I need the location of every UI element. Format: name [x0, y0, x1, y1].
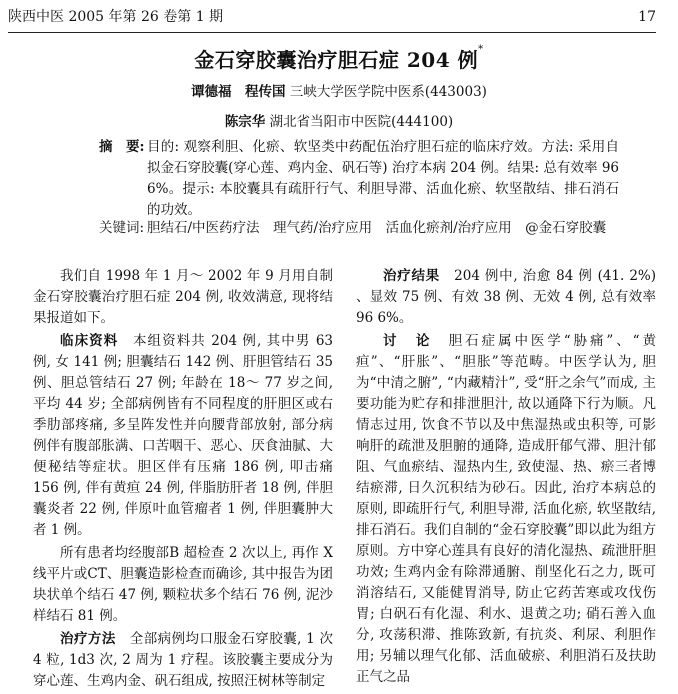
paragraph-text: 胆石症属中医学“胁痛”、“黄疸”、“肝胀”、“胆胀”等范畴。中医学认为, 胆为“中清之腑”, “内藏精汁”, 受“肝之余气”而成, 主要功能为贮存和排泄胆汁, 故以通降下行为顺。凡情志过用, 饮食不节以及中焦湿热或虫积等, 可影响肝的疏泄及胆腑的通降, 造成肝郁气滞、胆汁郁阻、气血瘀结、湿热内生, 致使湿、热、瘀三者博结瘀滞, 日久沉积结为砂石。因此, 治疗本病总的原则, 即疏肝行气, 利胆导滞, 活血化瘀, 软坚散结, 排石消石。我们自制的“金石穿胶囊”即以此为组方原则。方中穿心莲具有良好的清化湿热、疏泄肝胆功效; 生鸡内金有除滞通腑、削坚化石之力, 既可消溶结石, 又能健胃消导, 防止它药苦寒或攻伐伤胃; 白矾石有化湿、利水、退黄之功; 硝石善入血分, 攻荡积滞、推陈致新, 有抗炎、利尿、利胆作用; 另辅以理气化郁、活血破瘀、利胆消石及扶助正气之品: [356, 333, 657, 685]
author-names-2: 陈宗华: [224, 114, 266, 130]
paragraph-text: 全部病例均口服金石穿胶囊, 1 次 4 粒, 1d3 次, 2 周为 1 疗程。该胶囊主要成分为穿心莲、生鸡内金、矾石组成, 按照汪树林等制定: [33, 631, 333, 689]
author-affiliation-1: 三峡大学医学院中医系(443003): [289, 84, 487, 100]
running-header: [8, 6, 656, 33]
journal-issue: 陕西中医 2005 年第 26 卷第 1 期: [8, 9, 224, 25]
discussion-paragraph: [356, 331, 656, 688]
section-heading: 临床资料: [60, 333, 119, 349]
abstract-label: 摘 要:: [99, 139, 145, 155]
right-column: [356, 266, 656, 690]
keywords-text: 胆结石/中医药疗法 理气药/治疗应用 活血化瘀剂/治疗应用 @金石穿胶囊: [147, 220, 607, 236]
paragraph-text: 本组资料共 204 例, 其中男 63 例, 女 141 例; 胆囊结石 142 例、肝胆管结石 35 例、胆总管结石 27 例; 年龄在 18～ 77 岁之间, 平均 44 岁; 全部病例皆有不同程度的肝胆区或右季肋部疼痛, 多呈阵发性并向腰背部放射, 部分病例伴有腹部胀满、口苦咽干、恶心、厌食油腻、大便秘结等症状。胆区伴有压痛 186 例, 叩击痛 156 例, 伴有黄疸 24 例, 伴脂肪肝者 18 例, 伴胆囊炎者 22 例, 伴原叶血管瘤者 1 例, 伴胆囊肿大者 1 例。: [33, 333, 334, 538]
keywords-label: 关键词:: [99, 220, 145, 236]
author-line-2: [0, 110, 678, 130]
author-affiliation-2: 湖北省当阳市中医院(444100): [269, 114, 454, 130]
abstract-text: 目的: 观察利胆、化瘀、软坚类中药配伍治疗胆石症的临床疗效。方法: 采用自拟金石穿胶囊(穿心莲、鸡内金、矾石等) 治疗本病 204 例。结果: 总有效率 96 6%。提示: 本胶囊具有疏肝行气、利胆导滞、活血化瘀、软坚散结、排石消石的功效。: [147, 139, 619, 218]
left-column: [33, 266, 333, 694]
intro-paragraph: 我们自 1998 年 1 月～ 2002 年 9 月用自制金石穿胶囊治疗胆石症 204 例, 收效满意, 现将结果报道如下。: [33, 268, 333, 326]
treatment-paragraph: [33, 629, 333, 692]
paragraph-text: 204 例中, 治愈 84 例 (41. 2%) 、显效 75 例、有效 38 例、无效 4 例, 总有效率 96 6%。: [356, 268, 657, 326]
section-heading: 讨 论: [383, 333, 433, 349]
article-title: [0, 44, 678, 73]
author-line-1: [0, 80, 678, 100]
page-number: 17: [638, 9, 656, 25]
title-footnote-mark: *: [478, 44, 484, 55]
section-heading: 治疗结果: [383, 268, 440, 284]
abstract: [99, 137, 619, 221]
title-text: 金石穿胶囊治疗胆石症 204 例: [194, 48, 479, 72]
keywords: [99, 218, 619, 239]
diagnosis-paragraph: 所有患者均经腹部B 超检查 2 次以上, 再作 X 线平片或CT、胆囊造影检查而确诊, 其中报告为团块状单个结石 47 例, 颗粒状多个结石 76 例, 泥沙样结石 81 例。: [33, 545, 333, 624]
clinical-data-paragraph: [33, 331, 333, 541]
section-heading: 治疗方法: [60, 631, 116, 647]
results-paragraph: [356, 266, 656, 329]
author-names-1: 谭德福 程传国: [191, 84, 286, 100]
